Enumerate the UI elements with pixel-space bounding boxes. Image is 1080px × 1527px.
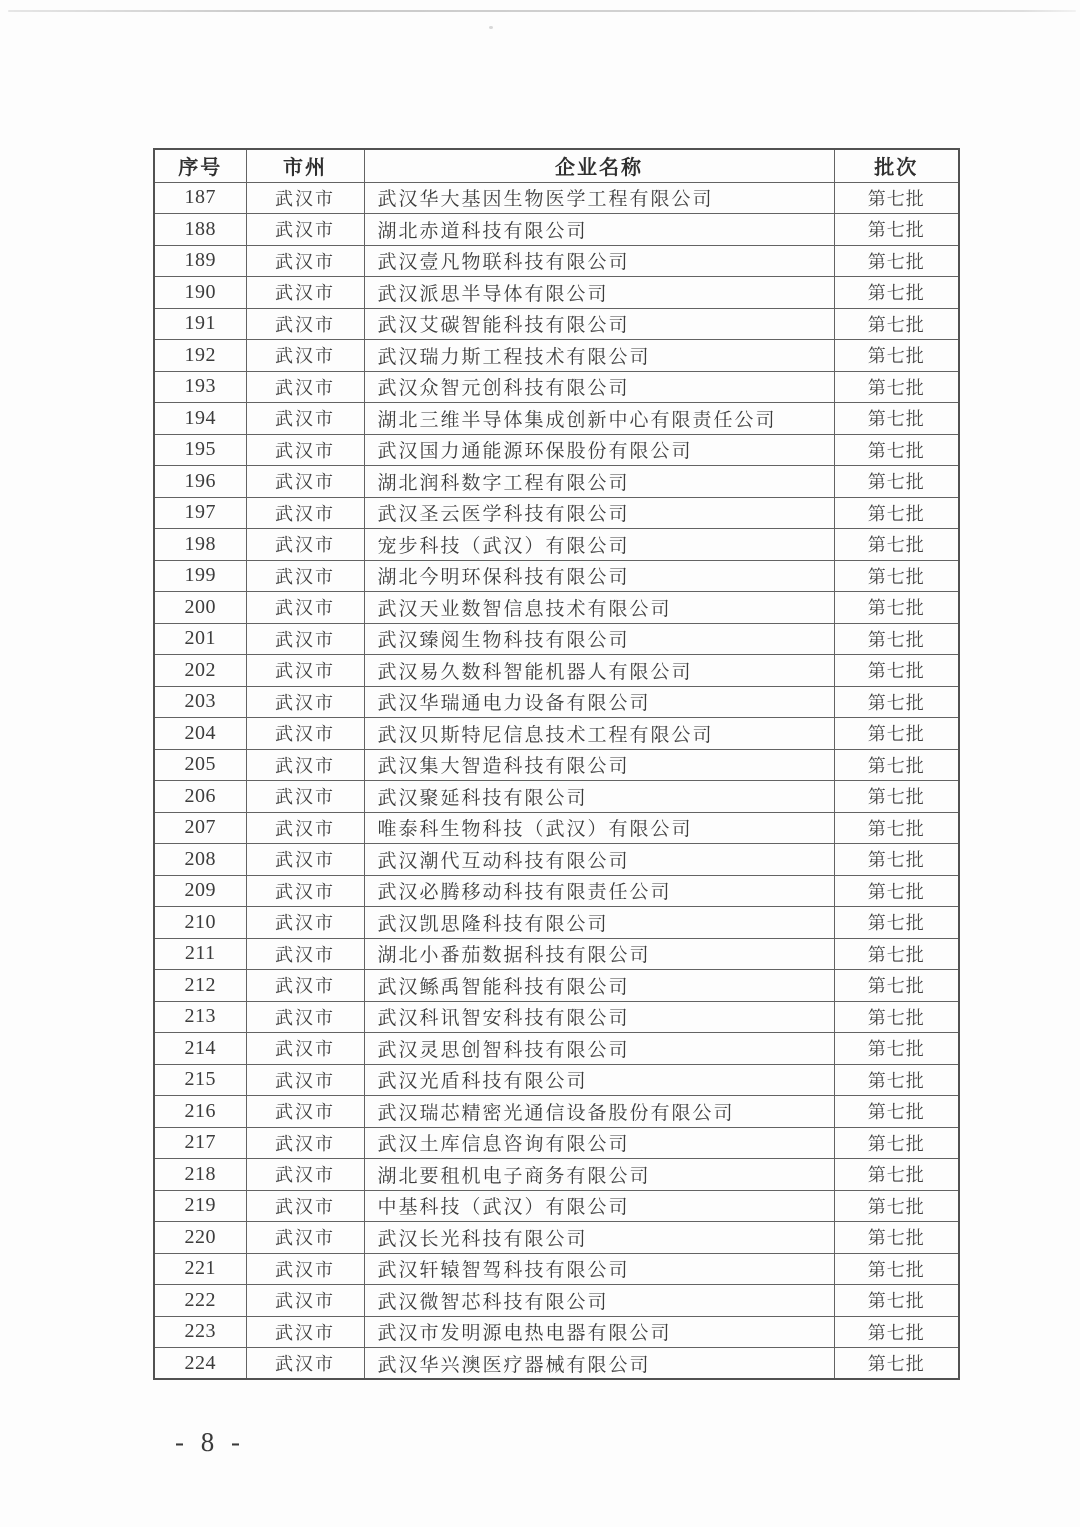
city-cell: 武汉市 [246,686,364,718]
city-cell: 武汉市 [246,1001,364,1033]
index-cell: 194 [154,403,246,435]
index-cell: 215 [154,1064,246,1096]
city-cell: 武汉市 [246,497,364,529]
batch-cell: 第七批 [834,1127,959,1159]
city-cell: 武汉市 [246,844,364,876]
city-cell: 武汉市 [246,1064,364,1096]
company-cell: 武汉集大智造科技有限公司 [364,749,834,781]
scan-artifact-speck [489,26,493,29]
table-row [154,371,959,403]
index-cell: 203 [154,686,246,718]
index-cell: 200 [154,592,246,624]
company-cell: 武汉华大基因生物医学工程有限公司 [364,182,834,214]
company-cell: 武汉艾碳智能科技有限公司 [364,308,834,340]
table-row [154,812,959,844]
table-row [154,1190,959,1222]
header-city: 市州 [246,149,364,182]
city-cell: 武汉市 [246,1096,364,1128]
company-cell: 武汉必腾移动科技有限责任公司 [364,875,834,907]
city-cell: 武汉市 [246,308,364,340]
company-cell: 湖北要租机电子商务有限公司 [364,1159,834,1191]
batch-cell: 第七批 [834,1033,959,1065]
batch-cell: 第七批 [834,844,959,876]
city-cell: 武汉市 [246,214,364,246]
batch-cell: 第七批 [834,371,959,403]
city-cell: 武汉市 [246,560,364,592]
company-cell: 湖北赤道科技有限公司 [364,214,834,246]
table-row [154,718,959,750]
city-cell: 武汉市 [246,718,364,750]
index-cell: 197 [154,497,246,529]
index-cell: 195 [154,434,246,466]
batch-cell: 第七批 [834,1348,959,1380]
company-cell: 武汉众智元创科技有限公司 [364,371,834,403]
batch-cell: 第七批 [834,655,959,687]
index-cell: 220 [154,1222,246,1254]
table-row [154,1316,959,1348]
table-row [154,844,959,876]
city-cell: 武汉市 [246,466,364,498]
index-cell: 201 [154,623,246,655]
index-cell: 208 [154,844,246,876]
city-cell: 武汉市 [246,1316,364,1348]
index-cell: 202 [154,655,246,687]
batch-cell: 第七批 [834,718,959,750]
city-cell: 武汉市 [246,592,364,624]
header-index: 序号 [154,149,246,182]
batch-cell: 第七批 [834,1222,959,1254]
company-cell: 湖北润科数字工程有限公司 [364,466,834,498]
city-cell: 武汉市 [246,434,364,466]
batch-cell: 第七批 [834,907,959,939]
batch-cell: 第七批 [834,1253,959,1285]
index-cell: 221 [154,1253,246,1285]
batch-cell: 第七批 [834,781,959,813]
table-row [154,245,959,277]
company-cell: 武汉微智芯科技有限公司 [364,1285,834,1317]
batch-cell: 第七批 [834,560,959,592]
index-cell: 224 [154,1348,246,1380]
company-cell: 武汉灵思创智科技有限公司 [364,1033,834,1065]
table-row [154,182,959,214]
batch-cell: 第七批 [834,277,959,309]
index-cell: 209 [154,875,246,907]
table-row [154,434,959,466]
table-row [154,1127,959,1159]
company-cell: 中基科技（武汉）有限公司 [364,1190,834,1222]
batch-cell: 第七批 [834,403,959,435]
index-cell: 193 [154,371,246,403]
index-cell: 211 [154,938,246,970]
batch-cell: 第七批 [834,466,959,498]
company-cell: 武汉臻阅生物科技有限公司 [364,623,834,655]
batch-cell: 第七批 [834,1190,959,1222]
batch-cell: 第七批 [834,623,959,655]
company-cell: 武汉市发明源电热电器有限公司 [364,1316,834,1348]
company-table [153,148,960,1380]
index-cell: 189 [154,245,246,277]
company-cell: 湖北三维半导体集成创新中心有限责任公司 [364,403,834,435]
city-cell: 武汉市 [246,529,364,561]
city-cell: 武汉市 [246,970,364,1002]
batch-cell: 第七批 [834,1285,959,1317]
city-cell: 武汉市 [246,1222,364,1254]
company-cell: 武汉潮代互动科技有限公司 [364,844,834,876]
city-cell: 武汉市 [246,1253,364,1285]
index-cell: 188 [154,214,246,246]
table-row [154,529,959,561]
city-cell: 武汉市 [246,403,364,435]
table-row [154,592,959,624]
batch-cell: 第七批 [834,686,959,718]
table-row [154,1159,959,1191]
table-row [154,308,959,340]
index-cell: 219 [154,1190,246,1222]
city-cell: 武汉市 [246,371,364,403]
table-row [154,907,959,939]
company-cell: 武汉鲧禹智能科技有限公司 [364,970,834,1002]
company-cell: 武汉凯思隆科技有限公司 [364,907,834,939]
batch-cell: 第七批 [834,434,959,466]
index-cell: 212 [154,970,246,1002]
index-cell: 216 [154,1096,246,1128]
company-cell: 武汉瑞芯精密光通信设备股份有限公司 [364,1096,834,1128]
company-cell: 武汉国力通能源环保股份有限公司 [364,434,834,466]
table-row [154,340,959,372]
city-cell: 武汉市 [246,875,364,907]
table-row [154,497,959,529]
index-cell: 192 [154,340,246,372]
company-cell: 武汉瑞力斯工程技术有限公司 [364,340,834,372]
batch-cell: 第七批 [834,182,959,214]
index-cell: 204 [154,718,246,750]
city-cell: 武汉市 [246,1285,364,1317]
batch-cell: 第七批 [834,970,959,1002]
company-cell: 武汉土库信息咨询有限公司 [364,1127,834,1159]
table-row [154,1222,959,1254]
table-header-row [154,149,959,182]
batch-cell: 第七批 [834,497,959,529]
city-cell: 武汉市 [246,781,364,813]
batch-cell: 第七批 [834,245,959,277]
batch-cell: 第七批 [834,1064,959,1096]
company-cell: 武汉轩辕智驾科技有限公司 [364,1253,834,1285]
batch-cell: 第七批 [834,529,959,561]
table-row [154,686,959,718]
batch-cell: 第七批 [834,592,959,624]
city-cell: 武汉市 [246,1033,364,1065]
city-cell: 武汉市 [246,938,364,970]
table-row [154,214,959,246]
index-cell: 199 [154,560,246,592]
batch-cell: 第七批 [834,1001,959,1033]
index-cell: 210 [154,907,246,939]
table-row [154,1001,959,1033]
city-cell: 武汉市 [246,340,364,372]
city-cell: 武汉市 [246,277,364,309]
company-cell: 武汉壹凡物联科技有限公司 [364,245,834,277]
company-cell: 武汉科讯智安科技有限公司 [364,1001,834,1033]
table-row [154,655,959,687]
batch-cell: 第七批 [834,812,959,844]
header-batch: 批次 [834,149,959,182]
index-cell: 217 [154,1127,246,1159]
index-cell: 223 [154,1316,246,1348]
batch-cell: 第七批 [834,1316,959,1348]
batch-cell: 第七批 [834,308,959,340]
city-cell: 武汉市 [246,245,364,277]
table-row [154,1033,959,1065]
company-cell: 武汉华瑞通电力设备有限公司 [364,686,834,718]
city-cell: 武汉市 [246,1190,364,1222]
index-cell: 205 [154,749,246,781]
company-cell: 武汉天业数智信息技术有限公司 [364,592,834,624]
table-row [154,1253,959,1285]
index-cell: 214 [154,1033,246,1065]
company-cell: 宠步科技（武汉）有限公司 [364,529,834,561]
table-row [154,781,959,813]
table-row [154,1285,959,1317]
index-cell: 187 [154,182,246,214]
page-number: - 8 - [175,1427,245,1457]
header-company: 企业名称 [364,149,834,182]
company-cell: 湖北今明环保科技有限公司 [364,560,834,592]
city-cell: 武汉市 [246,182,364,214]
table-row [154,1348,959,1380]
batch-cell: 第七批 [834,214,959,246]
index-cell: 191 [154,308,246,340]
table-row [154,938,959,970]
index-cell: 222 [154,1285,246,1317]
company-cell: 武汉聚延科技有限公司 [364,781,834,813]
table-row [154,560,959,592]
batch-cell: 第七批 [834,938,959,970]
batch-cell: 第七批 [834,749,959,781]
scan-artifact-line [8,10,1076,12]
city-cell: 武汉市 [246,1159,364,1191]
table-row [154,466,959,498]
company-cell: 武汉易久数科智能机器人有限公司 [364,655,834,687]
company-cell: 武汉圣云医学科技有限公司 [364,497,834,529]
batch-cell: 第七批 [834,1096,959,1128]
company-cell: 武汉长光科技有限公司 [364,1222,834,1254]
batch-cell: 第七批 [834,875,959,907]
table-row [154,970,959,1002]
table-row [154,749,959,781]
city-cell: 武汉市 [246,655,364,687]
batch-cell: 第七批 [834,1159,959,1191]
company-cell: 湖北小番茄数据科技有限公司 [364,938,834,970]
index-cell: 218 [154,1159,246,1191]
company-cell: 唯泰科生物科技（武汉）有限公司 [364,812,834,844]
table-row [154,1096,959,1128]
table-row [154,277,959,309]
table-row [154,403,959,435]
city-cell: 武汉市 [246,907,364,939]
index-cell: 213 [154,1001,246,1033]
city-cell: 武汉市 [246,749,364,781]
index-cell: 206 [154,781,246,813]
company-cell: 武汉华兴澳医疗器械有限公司 [364,1348,834,1380]
index-cell: 190 [154,277,246,309]
city-cell: 武汉市 [246,1127,364,1159]
company-cell: 武汉派思半导体有限公司 [364,277,834,309]
company-cell: 武汉光盾科技有限公司 [364,1064,834,1096]
city-cell: 武汉市 [246,1348,364,1380]
city-cell: 武汉市 [246,812,364,844]
table-row [154,623,959,655]
table-row [154,1064,959,1096]
index-cell: 196 [154,466,246,498]
batch-cell: 第七批 [834,340,959,372]
company-cell: 武汉贝斯特尼信息技术工程有限公司 [364,718,834,750]
table-row [154,875,959,907]
index-cell: 198 [154,529,246,561]
city-cell: 武汉市 [246,623,364,655]
index-cell: 207 [154,812,246,844]
